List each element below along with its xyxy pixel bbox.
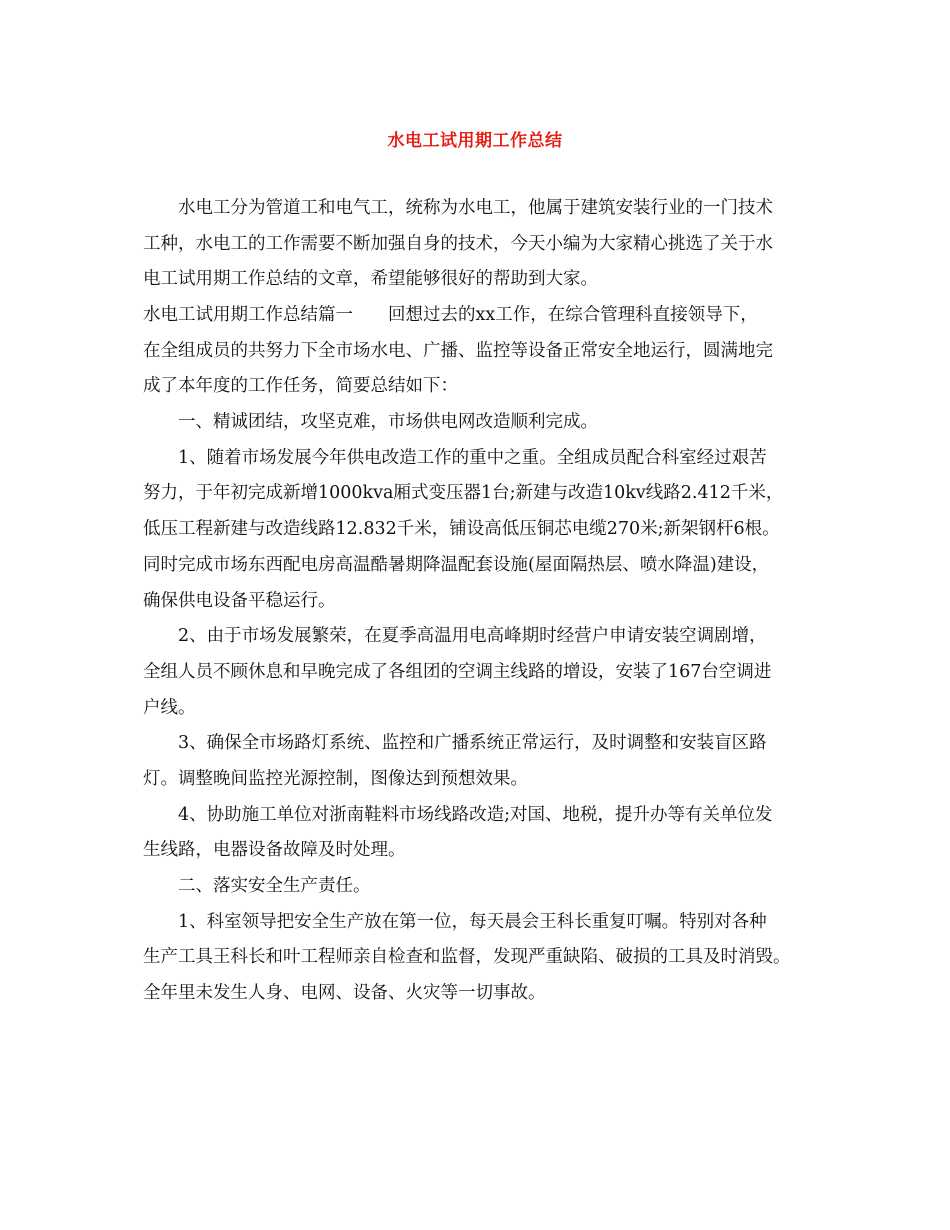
paragraph-line: 低压工程新建与改造线路12.832千米，铺设高低压铜芯电缆270米;新架钢杆6根。 [143,519,780,539]
paragraph-line: 同时完成市场东西配电房高温酷暑期降温配套设施(屋面隔热层、喷水降温)建设， [143,555,770,575]
section-heading: 二、落实安全生产责任。 [178,876,371,896]
paragraph-line: 1、随着市场发展今年供电改造工作的重中之重。全组成员配合科室经过艰苦 [178,448,767,468]
paragraph-line: 全年里未发生人身、电网、设备、火灾等一切事故。 [143,983,546,1003]
paragraph-line: 水电工分为管道工和电气工，统称为水电工，他属于建筑安装行业的一门技术 [178,198,773,218]
paragraph-line: 灯。调整晚间监控光源控制，图像达到预想效果。 [143,769,528,789]
paragraph-line: 全组人员不顾休息和早晚完成了各组团的空调主线路的增设，安装了167台空调进 [143,662,772,682]
paragraph-line: 1、科室领导把安全生产放在第一位，每天晨会王科长重复叮嘱。特别对各种 [178,912,767,932]
document-title: 水电工试用期工作总结 [387,131,563,151]
paragraph-line: 2、由于市场发展繁荣，在夏季高温用电高峰期时经营户申请安装空调剧增， [178,626,767,646]
paragraph-line: 确保供电设备平稳运行。 [143,591,336,611]
paragraph-line: 电工试用期工作总结的文章，希望能够很好的帮助到大家。 [143,269,598,289]
paragraph-line: 3、确保全市场路灯系统、监控和广播系统正常运行，及时调整和安装盲区路 [178,733,767,753]
paragraph-line: 在全组成员的共努力下全市场水电、广播、监控等设备正常安全地运行，圆满地完 [143,341,773,361]
section-heading: 一、精诚团结，攻坚克难，市场供电网改造顺利完成。 [178,412,598,432]
paragraph-line: 工种，水电工的工作需要不断加强自身的技术，今天小编为大家精心挑选了关于水 [143,234,773,254]
paragraph-line: 户线。 [143,698,196,718]
paragraph-line: 4、协助施工单位对浙南鞋料市场线路改造;对国、地税，提升办等有关单位发 [178,805,773,825]
paragraph-line: 生产工具王科长和叶工程师亲自检查和监督，发现严重缺陷、破损的工具及时消毁。 [143,947,791,967]
paragraph-line: 水电工试用期工作总结篇一 回想过去的xx工作，在综合管理科直接领导下， [143,305,758,325]
paragraph-line: 成了本年度的工作任务，简要总结如下： [143,376,458,396]
paragraph-line: 努力，于年初完成新增1000kva厢式变压器1台;新建与改造10kv线路2.412千米， [143,483,784,503]
paragraph-line: 生线路，电器设备故障及时处理。 [143,840,406,860]
